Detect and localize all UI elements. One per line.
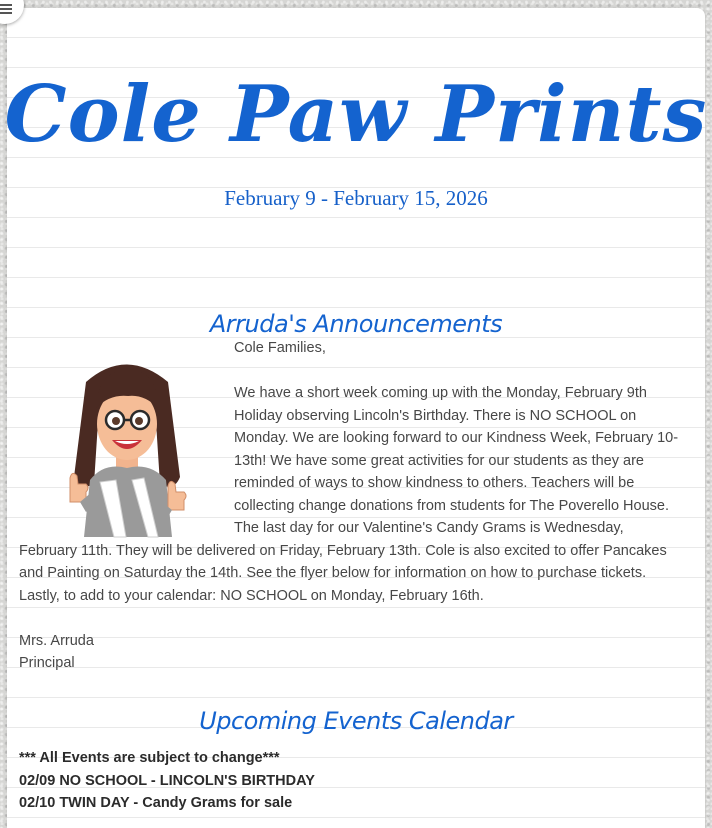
announcement-body: We have a short week coming up with the Monday, February 9th Holiday observing Lincoln's Birthday. There is NO SCHOOL on Monday. We are looking forward to our Kindness Week, February 10-13th! We have some great activities for our students as they are reminded of ways to show kindness to others. Teachers will be collecting change donations from students for The Poverello House. The last day for our Valentine's Candy Grams is Wednesday, February 11th. They will be delivered on Friday, February 13th. Cole is also excited to offer Pancakes and Painting on Saturday the 14th. See the flyer below for information on how to purchase tickets. Lastly, to add to your calendar: NO SCHOOL on Monday, February 16th.	[19, 385, 679, 604]
calendar-heading: Upcoming Events Calendar	[199, 707, 513, 735]
event-item: 02/10 TWIN DAY - Candy Grams for sale	[19, 795, 293, 811]
signature-name: Mrs. Arruda	[19, 632, 94, 649]
greeting: Cole Families,	[234, 340, 326, 356]
newsletter-title: Cole Paw Prints	[4, 69, 708, 160]
menu-icon	[0, 4, 12, 6]
announcement-text	[19, 337, 683, 675]
date-range: February 9 - February 15, 2026	[224, 186, 488, 210]
announcements-heading: Arruda's Announcements	[209, 310, 503, 338]
events-list	[19, 747, 683, 815]
signature-title: Principal	[19, 655, 75, 671]
events-disclaimer: *** All Events are subject to change***	[19, 750, 280, 766]
event-item: 02/09 NO SCHOOL - LINCOLN'S BIRTHDAY	[19, 772, 315, 789]
